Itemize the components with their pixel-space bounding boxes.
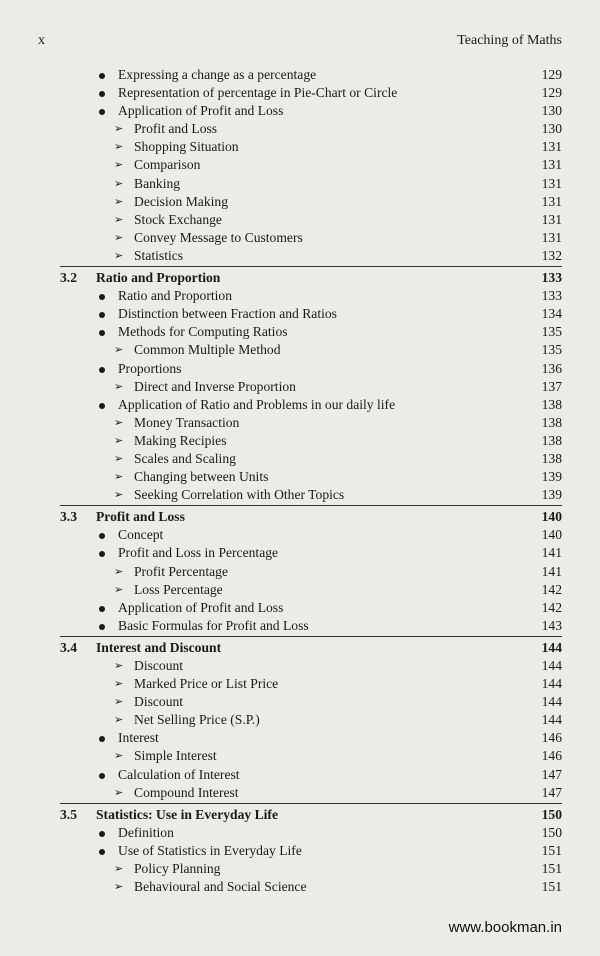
arrow-bullet-icon: ➢ (114, 380, 124, 393)
entry-page-number: 129 (541, 85, 562, 101)
arrow-bullet-icon: ➢ (114, 750, 124, 763)
entry-title: Calculation of Interest (118, 766, 240, 782)
toc-entry-sub[interactable] (38, 468, 562, 486)
entry-title: Use of Statistics in Everyday Life (118, 842, 302, 858)
toc-entry-bullet[interactable] (38, 617, 562, 635)
entry-title: Profit and Loss (96, 509, 185, 525)
toc-entry-bullet[interactable] (38, 323, 562, 341)
entry-title: Concept (118, 527, 164, 543)
entry-title: Marked Price or List Price (134, 676, 279, 692)
entry-page-number: 133 (541, 288, 562, 304)
arrow-bullet-icon: ➢ (114, 416, 124, 429)
entry-page-number: 144 (541, 712, 562, 728)
entry-page-number: 129 (541, 67, 562, 82)
bullet-icon (99, 773, 105, 779)
section-number: 3.2 (60, 270, 77, 286)
bullet-icon (99, 109, 105, 115)
toc-entry-section[interactable] (38, 639, 562, 657)
arrow-bullet-icon: ➢ (114, 452, 124, 465)
entry-title: Policy Planning (134, 861, 221, 877)
toc-entry-sub[interactable] (38, 784, 562, 802)
entry-page-number: 144 (541, 676, 562, 692)
toc-entry-sub[interactable] (38, 120, 562, 138)
entry-page-number: 146 (541, 748, 562, 764)
arrow-bullet-icon: ➢ (114, 249, 124, 262)
entry-title: Discount (134, 658, 184, 673)
entry-page-number: 139 (541, 487, 562, 503)
toc-entry-bullet[interactable] (38, 305, 562, 323)
entry-title: Behavioural and Social Science (134, 879, 307, 895)
arrow-bullet-icon: ➢ (114, 565, 124, 578)
entry-page-number: 131 (541, 211, 562, 227)
entry-title: Statistics: Use in Everyday Life (96, 806, 278, 822)
toc-entry-bullet[interactable] (38, 66, 562, 84)
entry-title: Scales and Scaling (134, 450, 236, 466)
section-divider (60, 505, 562, 506)
entry-title: Profit Percentage (134, 563, 228, 579)
bullet-icon (99, 606, 105, 612)
entry-title: Expressing a change as a percentage (118, 67, 317, 82)
entry-page-number: 144 (541, 658, 562, 673)
bullet-icon (99, 849, 105, 855)
toc-entry-sub[interactable] (38, 747, 562, 765)
entry-page-number: 151 (541, 861, 562, 877)
entry-title: Banking (134, 175, 181, 191)
entry-page-number: 130 (541, 103, 562, 119)
entry-page-number: 144 (541, 639, 562, 655)
toc-entry-bullet[interactable] (38, 544, 562, 562)
entry-title: Money Transaction (134, 414, 240, 430)
entry-title: Stock Exchange (134, 211, 222, 227)
entry-page-number: 137 (541, 378, 562, 394)
toc-entry-sub[interactable] (38, 211, 562, 229)
entry-title: Application of Profit and Loss (118, 103, 284, 119)
entry-title: Shopping Situation (134, 139, 239, 155)
watermark-site: www.bookman.in (448, 919, 562, 936)
arrow-bullet-icon: ➢ (114, 159, 124, 172)
entry-page-number: 138 (541, 414, 562, 430)
entry-title: Interest (118, 730, 159, 746)
entry-title: Common Multiple Method (134, 342, 281, 358)
entry-page-number: 136 (541, 360, 562, 376)
toc-entry-sub[interactable] (38, 693, 562, 711)
entry-title: Basic Formulas for Profit and Loss (118, 617, 309, 633)
table-of-contents (38, 66, 562, 896)
bullet-icon (99, 312, 105, 318)
entry-title: Comparison (134, 157, 201, 173)
entry-title: Loss Percentage (134, 581, 223, 597)
entry-title: Application of Profit and Loss (118, 599, 284, 615)
toc-entry-bullet[interactable] (38, 824, 562, 842)
entry-title: Proportions (118, 360, 182, 376)
section-divider (60, 266, 562, 267)
entry-page-number: 150 (541, 824, 562, 840)
section-divider (60, 803, 562, 804)
bullet-icon (99, 624, 105, 630)
toc-entry-sub[interactable] (38, 138, 562, 156)
toc-entry-sub[interactable] (38, 860, 562, 878)
entry-title: Simple Interest (134, 748, 217, 764)
entry-page-number: 131 (541, 193, 562, 209)
toc-entry-sub[interactable] (38, 657, 562, 675)
entry-page-number: 131 (541, 229, 562, 245)
toc-entry-bullet[interactable] (38, 729, 562, 747)
bullet-icon (99, 533, 105, 539)
entry-title: Ratio and Proportion (96, 270, 221, 286)
entry-page-number: 143 (541, 617, 562, 633)
arrow-bullet-icon: ➢ (114, 471, 124, 484)
bullet-icon (99, 831, 105, 837)
toc-entry-sub[interactable] (38, 193, 562, 211)
entry-title: Ratio and Proportion (118, 288, 233, 304)
section-number: 3.5 (60, 806, 77, 822)
entry-title: Methods for Computing Ratios (118, 324, 288, 340)
toc-entry-bullet[interactable] (38, 102, 562, 120)
bullet-icon (99, 403, 105, 409)
toc-entry-bullet[interactable] (38, 526, 562, 544)
toc-entry-sub[interactable] (38, 675, 562, 693)
entry-title: Changing between Units (134, 469, 269, 485)
entry-page-number: 138 (541, 432, 562, 448)
entry-page-number: 132 (541, 247, 562, 263)
toc-entry-sub[interactable] (38, 247, 562, 265)
toc-entry-sub[interactable] (38, 156, 562, 174)
toc-entry-bullet[interactable] (38, 287, 562, 305)
arrow-bullet-icon: ➢ (114, 213, 124, 226)
entry-page-number: 140 (541, 527, 562, 543)
arrow-bullet-icon: ➢ (114, 881, 124, 894)
entry-page-number: 141 (541, 545, 562, 561)
entry-title: Interest and Discount (96, 639, 222, 655)
toc-entry-sub[interactable] (38, 378, 562, 396)
entry-page-number: 133 (541, 270, 562, 286)
entry-page-number: 146 (541, 730, 562, 746)
section-number: 3.4 (60, 639, 77, 655)
arrow-bullet-icon: ➢ (114, 434, 124, 447)
entry-page-number: 134 (541, 306, 562, 322)
entry-title: Compound Interest (134, 784, 239, 800)
toc-entry-bullet[interactable] (38, 360, 562, 378)
toc-entry-bullet[interactable] (38, 84, 562, 102)
entry-page-number: 131 (541, 139, 562, 155)
toc-entry-sub[interactable] (38, 581, 562, 599)
toc-entry-section[interactable] (38, 806, 562, 824)
arrow-bullet-icon: ➢ (114, 696, 124, 709)
bullet-icon (99, 367, 105, 373)
entry-title: Decision Making (134, 193, 229, 209)
section-number: 3.3 (60, 509, 77, 525)
page-number-roman: x (38, 33, 45, 48)
arrow-bullet-icon: ➢ (114, 660, 124, 672)
arrow-bullet-icon: ➢ (114, 678, 124, 691)
entry-page-number: 130 (541, 121, 562, 137)
bullet-icon (99, 91, 105, 97)
entry-page-number: 138 (541, 450, 562, 466)
bullet-icon (99, 294, 105, 300)
entry-page-number: 131 (541, 175, 562, 191)
entry-page-number: 147 (541, 784, 562, 800)
entry-title: Convey Message to Customers (134, 229, 303, 245)
arrow-bullet-icon: ➢ (114, 195, 124, 208)
toc-entry-bullet[interactable] (38, 766, 562, 784)
toc-entry-sub[interactable] (38, 175, 562, 193)
arrow-bullet-icon: ➢ (114, 489, 124, 502)
section-divider (60, 636, 562, 637)
arrow-bullet-icon: ➢ (114, 177, 124, 190)
entry-page-number: 135 (541, 342, 562, 358)
entry-page-number: 139 (541, 469, 562, 485)
entry-title: Profit and Loss in Percentage (118, 545, 279, 561)
toc-entry-sub[interactable] (38, 432, 562, 450)
toc-entry-bullet[interactable] (38, 396, 562, 414)
bullet-icon (99, 551, 105, 557)
entry-title: Making Recipies (134, 432, 227, 448)
arrow-bullet-icon: ➢ (114, 231, 124, 244)
toc-entry-sub[interactable] (38, 341, 562, 359)
page-header (38, 33, 562, 53)
arrow-bullet-icon: ➢ (114, 786, 124, 799)
arrow-bullet-icon: ➢ (114, 344, 124, 357)
entry-page-number: 138 (541, 396, 562, 412)
toc-entry-sub[interactable] (38, 450, 562, 468)
toc-entry-section[interactable] (38, 269, 562, 287)
toc-entry-section[interactable] (38, 508, 562, 526)
arrow-bullet-icon: ➢ (114, 123, 124, 136)
entry-title: Statistics (134, 247, 184, 263)
toc-entry-bullet[interactable] (38, 842, 562, 860)
entry-title: Discount (134, 694, 184, 710)
entry-page-number: 131 (541, 157, 562, 173)
entry-page-number: 142 (541, 599, 562, 615)
entry-page-number: 140 (541, 509, 562, 525)
entry-title: Application of Ratio and Problems in our daily life (118, 396, 396, 412)
toc-entry-sub[interactable] (38, 486, 562, 504)
entry-page-number: 151 (541, 842, 562, 858)
entry-title: Representation of percentage in Pie-Chart or Circle (118, 85, 398, 101)
arrow-bullet-icon: ➢ (114, 714, 124, 727)
arrow-bullet-icon: ➢ (114, 583, 124, 596)
arrow-bullet-icon: ➢ (114, 863, 124, 876)
entry-page-number: 144 (541, 694, 562, 710)
bullet-icon (99, 73, 105, 79)
entry-title: Profit and Loss (134, 121, 218, 137)
toc-entry-sub[interactable] (38, 711, 562, 729)
entry-title: Seeking Correlation with Other Topics (134, 487, 345, 503)
entry-page-number: 141 (541, 563, 562, 579)
entry-title: Definition (118, 824, 174, 840)
toc-entry-sub[interactable] (38, 414, 562, 432)
toc-entry-sub[interactable] (38, 878, 562, 896)
toc-entry-sub[interactable] (38, 229, 562, 247)
running-title: Teaching of Maths (457, 33, 562, 48)
entry-title: Direct and Inverse Proportion (134, 378, 296, 394)
entry-page-number: 142 (541, 581, 562, 597)
entry-title: Distinction between Fraction and Ratios (118, 306, 337, 322)
arrow-bullet-icon: ➢ (114, 141, 124, 154)
entry-page-number: 151 (541, 879, 562, 895)
entry-page-number: 147 (541, 766, 562, 782)
bullet-icon (99, 736, 105, 742)
bullet-icon (99, 330, 105, 336)
entry-page-number: 150 (541, 806, 562, 822)
entry-page-number: 135 (541, 324, 562, 340)
toc-entry-bullet[interactable] (38, 599, 562, 617)
entry-title: Net Selling Price (S.P.) (134, 712, 260, 728)
toc-entry-sub[interactable] (38, 563, 562, 581)
